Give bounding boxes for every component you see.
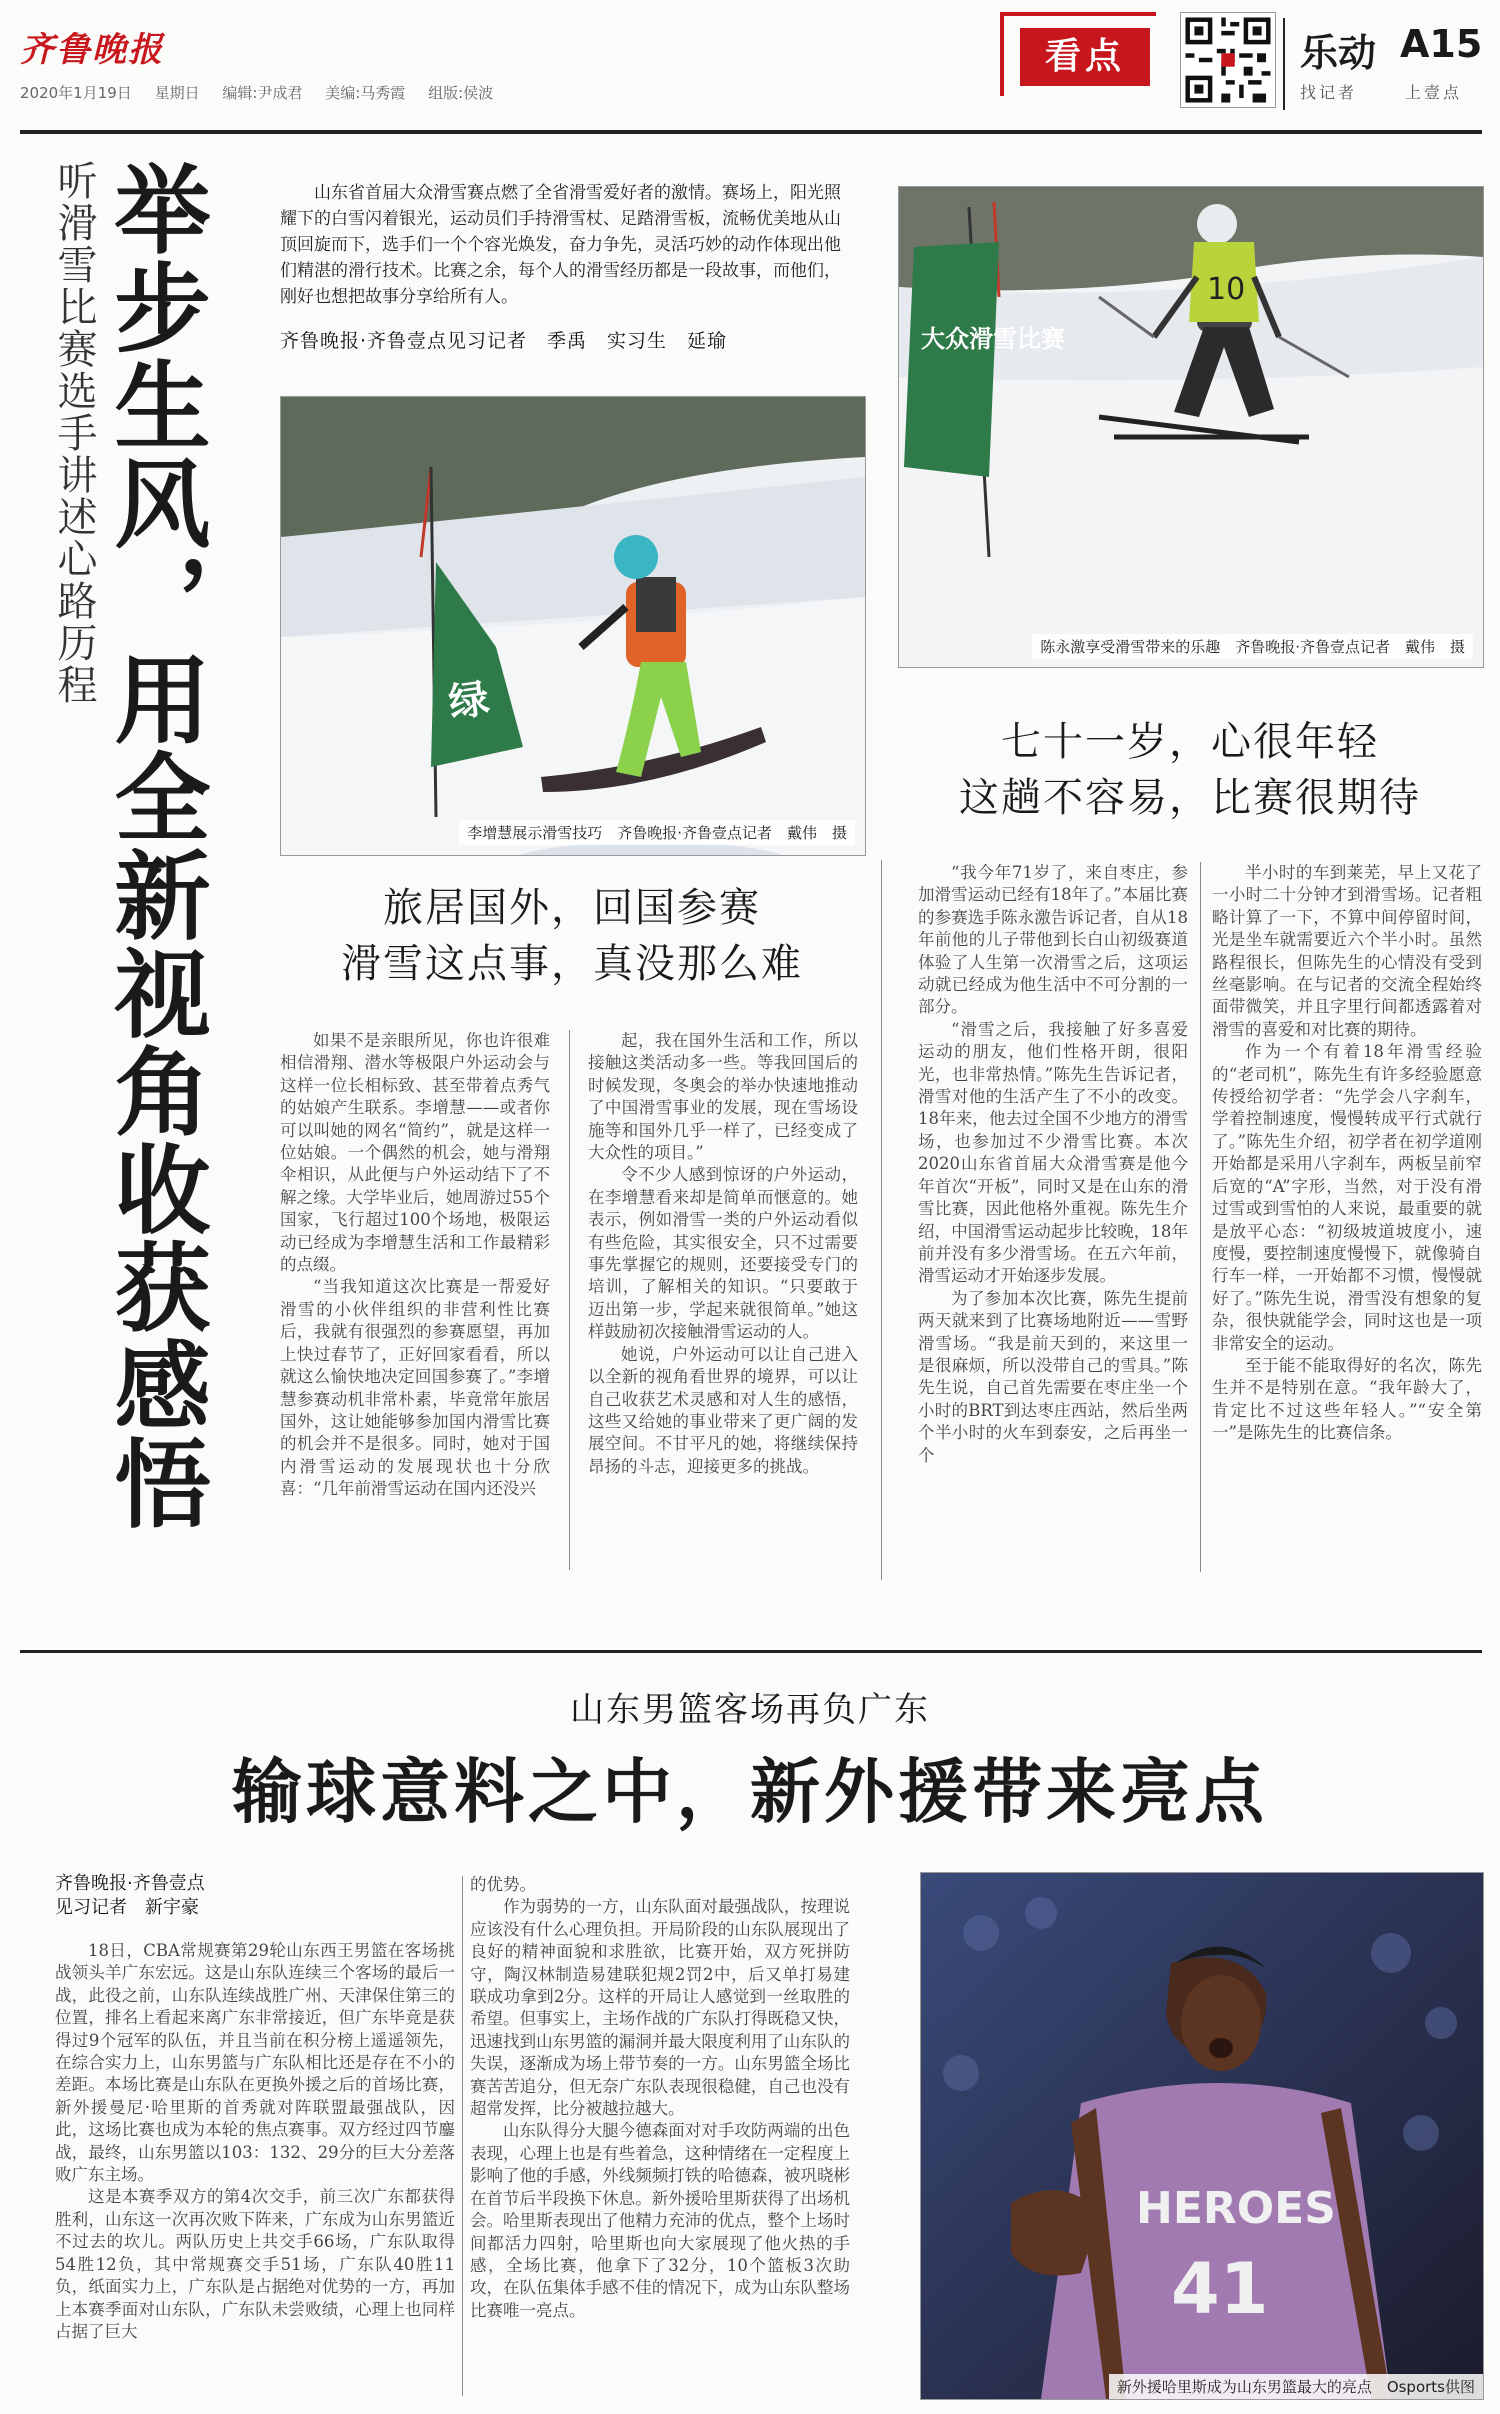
- snowboard-photo: [280, 396, 866, 856]
- paragraph: 18日，CBA常规赛第29轮山东西王男篮在客场挑战领头羊广东宏远。这是山东队连续三个客场的最后一战，此役之前，山东队连续战胜广州、天津保住第三的位置，排名上看起来离广东非常接近，但广东毕竟是获得过9个冠军的队伍，并且当前在积分榜上遥遥领先，在综合实力上，山东男篮与广东队相比还是存在不小的差距。本场比赛是山东队在更换外援之后的首场比赛，新外援曼尼·哈里斯的首秀就对阵联盟最强战队，因此，这场比赛也成为本轮的焦点赛事。双方经过四节鏖战，最终，山东男篮以103：132、29分的巨大分差落败广东主场。: [55, 1941, 455, 2185]
- right-story-column-2: [1212, 862, 1482, 1582]
- right-headline-line1: 七十一岁，心很年轻: [1001, 719, 1379, 765]
- story-divider: [881, 860, 882, 1580]
- left-headline-line2: 滑雪这点事，真没那么难: [341, 941, 803, 987]
- story1-byline: 齐鲁晚报·齐鲁壹点见习记者 季禹 实习生 延瑜: [280, 330, 728, 352]
- paragraph: 为了参加本次比赛，陈先生提前两天就来到了比赛场地附近——雪野滑雪场。“我是前天到的，来这里一是很麻烦，所以没带自己的雪具。”陈先生说，自己首先需要在枣庄坐一个小时的BRT到达枣庄西站，然后坐两个半小时的火车到泰安，之后再坐一个: [918, 1288, 1188, 1465]
- paragraph: 的优势。: [470, 1875, 536, 1894]
- right-substory-headline: [898, 714, 1482, 826]
- paragraph: 至于能不能取得好的名次，陈先生并不是特别在意。“我年龄大了，肯定比不过这些年轻人。”“安全第一”是陈先生的比赛信条。: [1212, 1355, 1482, 1443]
- story2-column-1: [55, 1940, 455, 2410]
- basketball-photo: [920, 1872, 1484, 2400]
- dateline: [20, 82, 511, 103]
- basketball-photo-caption: 新外援哈里斯成为山东男篮最大的亮点 Osports供图: [1109, 2374, 1483, 2399]
- section-sub-right: 上壹点: [1405, 83, 1463, 102]
- paragraph: 如果不是亲眼所见，你也许很难相信滑翔、潜水等极限户外运动会与这样一位长相标致、甚至带着点秀气的姑娘产生联系。李增慧——或者你可以叫她的网名“简约”，就是这样一位姑娘。一个偶然的机会，她与滑翔伞相识，从此便与户外运动结下了不解之缘。大学毕业后，她周游过55个国家，飞行超过100个场地，极限运动已经成为李增慧生活和工作最精彩的点缀。: [280, 1031, 550, 1275]
- ski-bib-number: 10: [1207, 272, 1246, 307]
- paragraph: 这是本赛季双方的第4次交手，前三次广东都获得胜利，山东这一次再次败下阵来，广东成为山东男篮近不过去的坎儿。两队历史上共交手66场，广东队取得54胜12负，其中常规赛交手51场，广东队40胜11负，纸面实力上，广东队是占据绝对优势的一方，再加上本赛季面对山东队，广东队未尝败绩，心理上也同样占据了巨大: [55, 2187, 455, 2341]
- jersey-number: 41: [1171, 2248, 1269, 2330]
- ski-photo: [898, 186, 1484, 668]
- issue-date: 2020年1月19日: [20, 84, 132, 102]
- ski-sign-text: 大众滑雪比赛: [921, 325, 1065, 353]
- byline-line: 见习记者 新宇豪: [55, 1897, 199, 1918]
- section-name: 乐动: [1300, 31, 1377, 75]
- left-story-column-1: [280, 1030, 550, 1580]
- jersey-text: HEROES: [1136, 2183, 1336, 2234]
- paragraph: 作为一个有着18年滑雪经验的“老司机”，陈先生有许多经验愿意传授给初学者：“先学会八字刹车，学着控制速度，慢慢转成平行式就行了。”陈先生介绍，初学者在初学道刚开始都是采用八字刹车，两板呈前窄后宽的“A”字形，当然，对于没有滑过雪或到雪怕的人来说，最重要的就是放平心态：“初级坡道坡度小，速度慢，要控制速度慢慢下，就像骑自行车一样，一开始都不习惯，慢慢就好了。”陈先生说，滑雪没有想象的复杂，很快就能学会，同时这也是一项非常安全的运动。: [1212, 1042, 1482, 1353]
- ski-photo-caption: 陈永激享受滑雪带来的乐趣 齐鲁晚报·齐鲁壹点记者 戴伟 摄: [1032, 634, 1473, 659]
- story1-subtitle: 听滑雪比赛选手讲述心路历程: [51, 160, 97, 706]
- paragraph: “当我知道这次比赛是一帮爱好滑雪的小伙伴组织的非营利性比赛后，我就有很强烈的参赛愿望，再加上快过春节了，正好回家看看，所以就这么愉快地决定回国参赛了。”李增慧参赛动机非常朴素，毕竟常年旅居国外，这让她能够参加国内滑雪比赛的机会并不是很多。同时，她对于国内滑雪运动的发展现状也十分欣喜：“几年前滑雪运动在国内还没兴: [280, 1277, 550, 1499]
- column-divider: [569, 1030, 570, 1570]
- paragraph: 作为弱势的一方，山东队面对最强战队，按理说应该没有什么心理负担。开局阶段的山东队展现出了良好的精神面貌和求胜欲，比赛开始，双方死拼防守，陶汉林制造易建联犯规2罚2中，后又单打易建联成功拿到2分。这样的开局让人感觉到一丝取胜的希望。但事实上，主场作战的广东队打得既稳又快，迅速找到山东男篮的漏洞并最大限度利用了山东队的失误，逐渐成为场上带节奏的一方。山东男篮全场比赛苦苦追分，但无奈广东队表现很稳健，自己也没有超常发挥，比分被越拉越大。: [470, 1897, 850, 2119]
- qr-code-icon: [1180, 12, 1276, 108]
- story2-column-2: [470, 1874, 850, 2410]
- paragraph: 起，我在国外生活和工作，所以接触这类活动多一些。等我回国后的时候发现，冬奥会的举办快速地推动了中国滑雪事业的发展，现在雪场设施等和国外几乎一样了，已经变成了大众性的项目。”: [588, 1031, 858, 1163]
- story2-byline: [55, 1872, 205, 1920]
- left-headline-line1: 旅居国外，回国参赛: [383, 885, 761, 931]
- paragraph: 山东队得分大腿今德森面对对手攻防两端的出色表现，心理上也是有些着急，这种情绪在一定程度上影响了他的手感，外线频频打铁的哈德森，被巩晓彬在首节后半段换下休息。新外援哈里斯获得了出场机会。哈里斯表现出了他精力充沛的优点，整个上场时间都活力四射，哈里斯也向大家展现了他火热的手感，全场比赛，他拿下了32分，10个篮板3次助攻，在队伍集体手感不佳的情况下，成为山东队整场比赛唯一亮点。: [470, 2121, 850, 2320]
- paragraph: 半小时的车到莱芜，早上又花了一小时二十分钟才到滑雪场。记者粗略计算了一下，不算中间停留时间，光是坐车就需要近六个半小时。虽然路程很长，但陈先生的心情没有受到丝毫影响。在与记者的交流全程始终面带微笑，并且字里行间都透露着对滑雪的喜爱和对比赛的期待。: [1212, 863, 1482, 1039]
- left-substory-headline: [280, 880, 864, 992]
- story2-headline: 输球意料之中，新外援带来亮点: [232, 1750, 1268, 1833]
- right-story-column-1: [918, 862, 1188, 1582]
- art-editor-credit: 美编:马秀霞: [325, 84, 406, 102]
- section-sub-left: 找记者: [1300, 83, 1358, 102]
- paragraph: 她说，户外运动可以让自己进入以全新的视角看世界的境界，可以让自己收获艺术灵感和对人生的感悟，这些又给她的事业带来了更广阔的发展空间。不甘平凡的她，将继续保持昂扬的斗志，迎接更多的挑战。: [588, 1344, 858, 1476]
- story2-kicker: 山东男篮客场再负广东: [570, 1690, 930, 1730]
- masthead-rule: [20, 130, 1482, 134]
- column-divider: [1200, 862, 1201, 1572]
- layout-credit: 组版:侯波: [428, 84, 494, 102]
- paragraph: “我今年71岁了，来自枣庄，参加滑雪运动已经有18年了。”本届比赛的参赛选手陈永激告诉记者，自从18年前他的儿子带他到长白山初级赛道体验了人生第一次滑雪之后，这项运动就已经成为他生活中不可分割的一部分。: [918, 863, 1188, 1017]
- page-number: A15: [1400, 22, 1483, 66]
- story1-lead: 山东省首届大众滑雪赛点燃了全省滑雪爱好者的激情。赛场上，阳光照耀下的白雪闪着银光，运动员们手持滑雪杖、足踏滑雪板，流畅优美地从山顶回旋而下，选手们一个个容光焕发，奋力争先，灵活巧妙的动作体现出他们精湛的滑行技术。比赛之余，每个人的滑雪经历都是一段故事，而他们，刚好也想把故事分享给所有人。: [280, 183, 841, 307]
- newspaper-logo: 齐鲁晚报: [20, 30, 164, 70]
- snowboard-photo-caption: 李增慧展示滑雪技巧 齐鲁晚报·齐鲁壹点记者 戴伟 摄: [459, 820, 855, 845]
- editor-credit: 编辑:尹成君: [222, 84, 303, 102]
- kandian-badge: 看点: [1020, 28, 1150, 86]
- issue-weekday: 星期日: [154, 84, 200, 102]
- flag-text: 绿: [445, 675, 493, 727]
- paragraph: 令不少人感到惊讶的户外运动，在李增慧看来却是简单而惬意的。她表示，例如滑雪一类的户外运动看似有些危险，其实很安全，只不过需要事先掌握它的规则，还要接受专门的培训，了解相关的知识。“只要敢于迈出第一步，学起来就很简单。”她这样鼓励初次接触滑雪运动的人。: [588, 1165, 858, 1342]
- paragraph: “滑雪之后，我接触了好多喜爱运动的朋友，他们性格开朗，很阳光，也非常热情。”陈先生告诉记者，滑雪对他的生活产生了不小的改变。18年来，他去过全国不少地方的滑雪场，也参加过不少滑雪比赛。本次2020山东省首届大众滑雪赛是他今年首次“开板”，同时又是在山东的滑雪比赛，因此他格外重视。陈先生介绍，中国滑雪运动起步比较晚，18年前并没有多少滑雪场。在五六年前，滑雪运动才开始逐步发展。: [918, 1019, 1188, 1286]
- column-divider: [462, 1876, 463, 2396]
- story-separator-rule: [20, 1650, 1482, 1653]
- story1-main-title: 举步生风，用全新视角收获感悟: [99, 160, 212, 1532]
- right-headline-line2: 这趟不容易，比赛很期待: [959, 775, 1421, 821]
- masthead-divider: [1283, 18, 1285, 110]
- left-story-column-2: [588, 1030, 858, 1580]
- byline-line: 齐鲁晚报·齐鲁壹点: [55, 1873, 205, 1894]
